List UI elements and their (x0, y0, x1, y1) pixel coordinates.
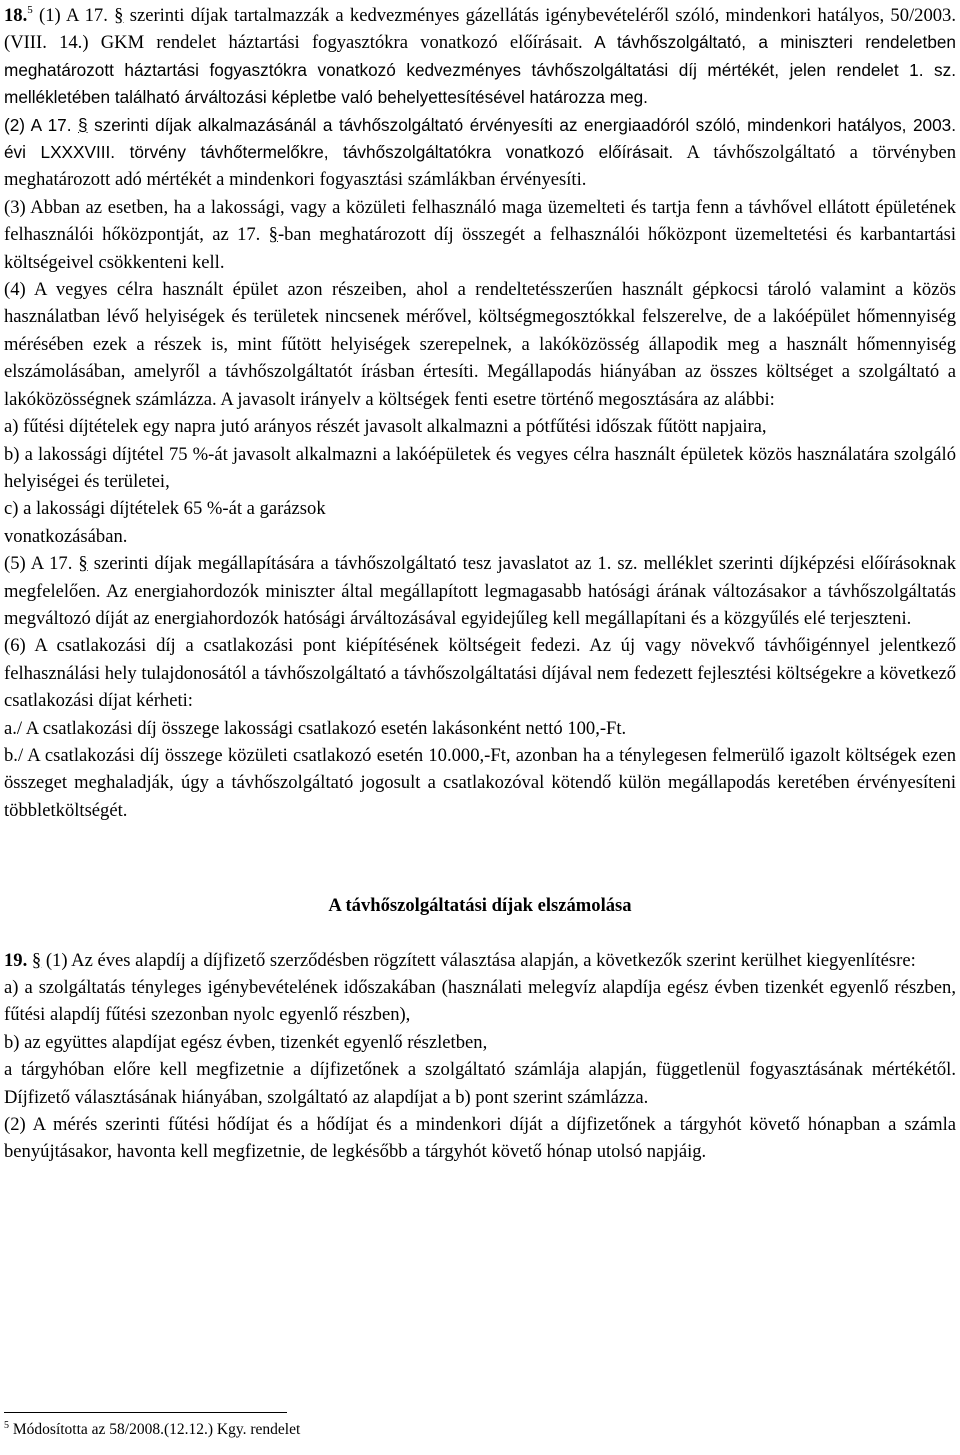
footnote-ref[interactable]: 5 (27, 4, 33, 16)
art18-para5: (5) A 17. § szerinti díjak megállapítására a távhőszolgáltató tesz javaslatot az 1. sz. melléklet szerinti díjképzési előírásoknak megfelelően. Az energiahordozók miniszter által megállapított legmagasabb hatósági árának változásakor a távhőszolgáltatás megváltozó díját az energiahordozók hatósági árváltozásával egyidejűleg kell megállapítani és a közgyűlés elé terjeszteni. (4, 553, 956, 629)
art18-para4-item-c: c) a lakossági díjtételek 65 %-át a garázsok (4, 498, 326, 520)
art18-para4: (4) A vegyes célra használt épület azon részeiben, ahol a rendeltetésszerűen használt gépkocsi tároló valamint a közös használatban lévő helyiségek és területek nincsenek mérővel, költségmegosztókkal felszerelve, de a lakóépület hőmennyiség mérésében ezek a részek is, mint fűtött helyiségek szerepelnek, a lakóközösség állapodik meg a használt hőmennyiség elszámolásában, amelyről a távhőszolgáltatót írásban értesíti. Megállapodás hiányában az összes költséget a szolgáltató a lakóközösségnek számlázza. A javasolt irányelv a költségek fenti esetre történő megosztására az alábbi: (4, 279, 956, 410)
article-number: 19. (4, 949, 28, 971)
section-title: A távhőszolgáltatási díjak elszámolása (328, 895, 632, 917)
footnote-text: Módosította az 58/2008.(12.12.) Kgy. rendelet (9, 1421, 301, 1438)
art18-para4-item-c-cont: vonatkozásában. (4, 525, 128, 547)
art18-para4-item-b: b) a lakossági díjtétel 75 %-át javasolt alkalmazni a lakóépületek és vegyes célra használt épületek közös használatára szolgáló helyiségei és területei, (4, 443, 956, 492)
section-sign: § (31, 949, 42, 971)
spacer (4, 920, 956, 947)
art18-para1-sans: A távhőszolgáltató, a miniszteri rendeletben meghatározott háztartási fogyasztókra vonatkozó kedvezményes távhőszolgáltatási díj mértékét, jelen rendelet 1. sz. mellékletében található árváltozási képletbe való behelyettesítésével határozza meg. (4, 32, 956, 108)
spacer (4, 824, 956, 892)
document-page (4, 2, 956, 1166)
article-number: 18. (4, 5, 28, 26)
art18-para6-item-a: a./ A csatlakozási díj összege lakossági csatlakozó esetén lakásonként nettó 100,-Ft. (4, 717, 627, 739)
footnote (4, 1420, 300, 1440)
art18-para2: (2) A 17. § szerinti díjak alkalmazásánál a távhőszolgáltató érvényesíti az energiaadóról szóló, mindenkori hatályos, 2003. évi LXXXVIII. törvény távhőtermelőkre, távhőszolgáltatókra vonatkozó előírásait. A távhőszolgáltató a törvényben meghatározott adó mértékét a mindenkori fogyasztási számlákban érvényesíti. (4, 114, 956, 191)
art18-para3: (3) Abban az esetben, ha a lakossági, vagy a közületi felhasználó maga üzemelteti és tartja fenn a távhővel ellátott épületének felhasználói hőközpontját, az 17. §-ban meghatározott díj összegét a felhasználói hőközpont üzemeltetési és karbantartási költségeivel csökkenteni kell. (4, 196, 956, 273)
footnote-number: 5 (4, 1420, 9, 1431)
footnote-separator (4, 1412, 287, 1413)
art19-para1-item-a: a) a szolgáltatás tényleges igénybevételének időszakában (használati melegvíz alapdíja egész évben tizenkét egyenlő részben, fűtési alapdíj fűtési szezonban nyolc egyenlő részben), (4, 977, 956, 1026)
art18-para6-item-b: b./ A csatlakozási díj összege közületi csatlakozó esetén 10.000,-Ft, azonban ha a ténylegesen felmerülő igazolt költségek ezen összeget meghaladják, úgy a távhőszolgáltató jogosult a csatlakozóval kötendő külön megállapodás keretében érvényesíteni többletköltségét. (4, 744, 956, 821)
art19-para1-item-b: b) az együttes alapdíjat egész évben, tizenkét egyenlő részletben, (4, 1031, 488, 1053)
section-sign: § (268, 224, 278, 246)
art18-para6: (6) A csatlakozási díj a csatlakozási pont kiépítésének költségeit fedezi. Az új vagy növekvő távhőigénnyel jelentkező felhasználási hely tulajdonosától a távhőszolgáltató a távhőszolgáltatási díjával nem fedezett fejlesztési költségekre a következő csatlakozási díjat kérheti: (4, 635, 956, 712)
art19-para1: 19. § (1) Az éves alapdíj a díjfizető szerződésben rögzített választása alapján, a következők szerint kerülhet kiegyenlítésre: (4, 949, 916, 971)
section-sign: § (78, 114, 88, 135)
section-sign: § (78, 553, 88, 575)
art18-para1: 18.$^5$ (1) A 17. § szerinti díjak tartalmazzák a kedvezményes gázellátás igénybevételéről szóló, mindenkori hatályos, 50/2003. (VIII. 14.) GKM rendelet háztartási fogyasztókra vonatkozó előírásait. A távhőszolgáltató, a miniszteri rendeletben meghatározott háztartási fogyasztókra vonatkozó kedvezményes távhőszolgáltatási díj mértékét, jelen rendelet 1. sz. mellékletében található árváltozási képletbe való behelyettesítésével határozza meg. (4, 4, 956, 108)
art18-para4-item-a: a) fűtési díjtételek egy napra jutó arányos részét javasolt alkalmazni a pótfűtési időszak fűtött napjaira, (4, 416, 767, 438)
section-sign: § (114, 5, 124, 26)
art19-para1-rest: a tárgyhóban előre kell megfizetnie a díjfizetőnek a szolgáltató számlája alapján, függetlenül fogyasztásának mértékétől. Díjfizető választásának hiányában, szolgáltató az alapdíjat a b) pont szerint számlázza. (4, 1059, 956, 1108)
art19-para2: (2) A mérés szerinti fűtési hődíjat és a hődíjat és a mindenkori díját a díjfizetőnek a tárgyhót követő hónapban a számla benyújtásakor, havonta kell megfizetnie, de legkésőbb a tárgyhót követő hónap utolsó napjáig. (4, 1114, 956, 1163)
